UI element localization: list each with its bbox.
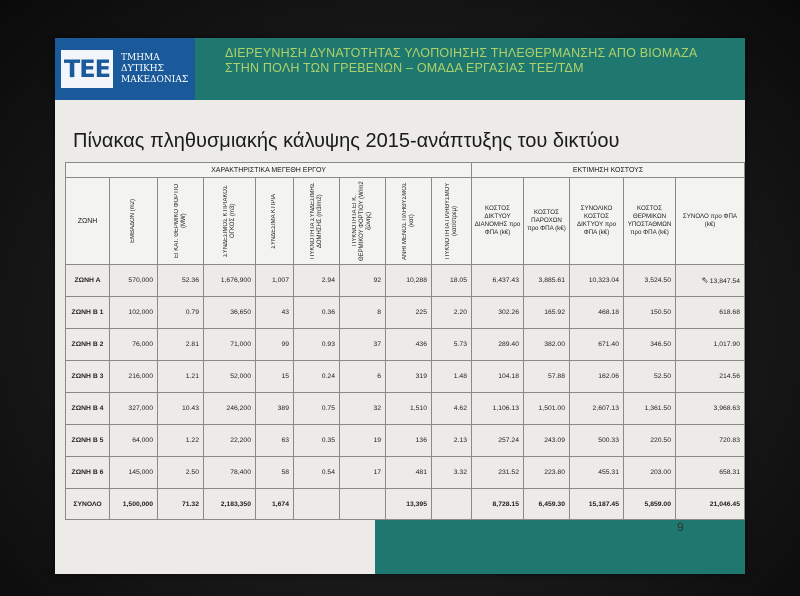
table-cell: 0.93: [294, 329, 340, 361]
table-cell: 720.83: [676, 425, 745, 457]
table-cell: 618.68: [676, 297, 745, 329]
table-cell: 223.80: [524, 457, 570, 489]
table-cell: 500.33: [570, 425, 624, 457]
table-body: [66, 265, 745, 520]
table-cell: 162.06: [570, 361, 624, 393]
header-title-line-2: ΣΤΗΝ ΠΟΛΗ ΤΩΝ ΓΡΕΒΕΝΩΝ – ΟΜΑΔΑ ΕΡΓΑΣΙΑΣ ΤΕΕ/ΤΔΜ: [225, 61, 584, 75]
presentation-slide: [55, 38, 745, 574]
table-cell: 10,288: [386, 265, 432, 297]
table-row: [66, 265, 745, 297]
table-cell: 10,323.04: [570, 265, 624, 297]
column-header-thermal-load: ΕΓΚΑΤ. ΘΕΡΜΙΚΟ ΦΟΡΤΙΟ (MW): [158, 178, 204, 265]
table-cell: 19: [340, 425, 386, 457]
table-cell: 104.18: [472, 361, 524, 393]
table-cell: [432, 489, 472, 520]
table-cell: 302.26: [472, 297, 524, 329]
zone-cell: ΖΩΝΗ Β 4: [66, 393, 110, 425]
table-cell: 1,501.00: [524, 393, 570, 425]
table-cell: 2.81: [158, 329, 204, 361]
table-cell: 671.40: [570, 329, 624, 361]
column-header-grand-total: ΣΥΝΟΛΟ προ ΦΠΑ (k€): [676, 178, 745, 265]
table-cell: 3.32: [432, 457, 472, 489]
table-cell: 32: [340, 393, 386, 425]
table-cell: 43: [256, 297, 294, 329]
table-cell: 481: [386, 457, 432, 489]
table-cell: 220.50: [624, 425, 676, 457]
table-cell: 92: [340, 265, 386, 297]
table-cell: 6,459.30: [524, 489, 570, 520]
table-cell: 63: [256, 425, 294, 457]
table-cell: 2.13: [432, 425, 472, 457]
table-cell: 289.40: [472, 329, 524, 361]
table-row: [66, 329, 745, 361]
zone-cell: ΖΩΝΗ Β 6: [66, 457, 110, 489]
table-row: [66, 425, 745, 457]
table-cell: 8: [340, 297, 386, 329]
table-cell: 346.50: [624, 329, 676, 361]
table-cell: 225: [386, 297, 432, 329]
column-header-connections-cost: ΚΟΣΤΟΣ ΠΑΡΟΧΩΝ προ ΦΠΑ (k€): [524, 178, 570, 265]
table-cell: 436: [386, 329, 432, 361]
table-cell: 0.24: [294, 361, 340, 393]
page-title: Πίνακας πληθυσμιακής κάλυψης 2015-ανάπτυξης του δικτύου: [73, 130, 620, 152]
table-cell: 658.31: [676, 457, 745, 489]
table-cell: 52,000: [204, 361, 256, 393]
table-cell: 52.36: [158, 265, 204, 297]
table-cell: 13,395: [386, 489, 432, 520]
table-cell: 3,885.61: [524, 265, 570, 297]
column-header-buildings: ΣΥΝΔΕΣΙΜΑ ΚΤΙΡΙΑ: [256, 178, 294, 265]
table-cell: 10.43: [158, 393, 204, 425]
table-cell: 150.50: [624, 297, 676, 329]
column-header-total-network-cost: ΣΥΝΟΛΙΚΟ ΚΟΣΤΟΣ ΔΙΚΤΥΟΥ προ ΦΠΑ (k€): [570, 178, 624, 265]
table-cell: 1,017.90: [676, 329, 745, 361]
table-cell: 0.36: [294, 297, 340, 329]
table-cell: 15: [256, 361, 294, 393]
table-cell: 71,000: [204, 329, 256, 361]
table-cell: 455.31: [570, 457, 624, 489]
table-cell: 58: [256, 457, 294, 489]
logo-line-1: ΤΜΗΜΑ: [121, 52, 160, 63]
table-cell: 2,183,350: [204, 489, 256, 520]
column-header-substations-cost: ΚΟΣΤΟΣ ΘΕΡΜΙΚΩΝ ΥΠΟΣΤΑΘΜΩΝ προ ΦΠΑ (k€): [624, 178, 676, 265]
header-title-line-1: ΔΙΕΡΕΥΝΗΣΗ ΔΥΝΑΤΟΤΗΤΑΣ ΥΛΟΠΟΙΗΣΗΣ ΤΗΛΕΘΕΡΜΑΝΣΗΣ ΑΠΟ ΒΙΟΜΑΖΑ: [225, 46, 698, 60]
table-cell: 0.75: [294, 393, 340, 425]
table-row: [66, 393, 745, 425]
tee-logo-mark: ΤΕΕ: [61, 50, 113, 88]
table-cell: 1,674: [256, 489, 294, 520]
zone-cell: ΣΥΝΟΛΟ: [66, 489, 110, 520]
column-header-area: ΕΜΒΑΔΟΝ (m2): [110, 178, 158, 265]
column-header-network-cost: ΚΟΣΤΟΣ ΔΙΚΤΥΟΥ ΔΙΑΝΟΜΗΣ προ ΦΠΑ (k€): [472, 178, 524, 265]
table-cell: 327,000: [110, 393, 158, 425]
table-cell: 570,000: [110, 265, 158, 297]
table-cell: 2.20: [432, 297, 472, 329]
tee-logo: [55, 38, 195, 100]
group-header-cost: ΕΚΤΙΜΗΣΗ ΚΟΣΤΟΥΣ: [472, 163, 745, 178]
table-cell: 15,187.45: [570, 489, 624, 520]
column-header-zone: ΖΩΝΗ: [66, 178, 110, 265]
table-cell: 145,000: [110, 457, 158, 489]
table-cell: 243.09: [524, 425, 570, 457]
table-cell: 2.50: [158, 457, 204, 489]
table-cell: 71.32: [158, 489, 204, 520]
column-header-building-volume: ΣΥΝΔΕΣΙΜΟΣ ΚΤΙΡΙΑΚΟΣ ΟΓΚΟΣ (m3): [204, 178, 256, 265]
table-cell: 203.00: [624, 457, 676, 489]
table-cell: 5.73: [432, 329, 472, 361]
table-cell: 1,361.50: [624, 393, 676, 425]
table-cell: 214.56: [676, 361, 745, 393]
table-cell: 2,607.13: [570, 393, 624, 425]
table-cell: 102,000: [110, 297, 158, 329]
zone-cell: ΖΩΝΗ Β 2: [66, 329, 110, 361]
table-cell: 6,437.43: [472, 265, 524, 297]
table-row: [66, 361, 745, 393]
column-header-population: ΑΝΗΓΜΕΝΟΣ ΠΛΗΘΥΣΜΟΣ (κατ): [386, 178, 432, 265]
table-cell: 3,524.50: [624, 265, 676, 297]
table-cell: 0.54: [294, 457, 340, 489]
table-cell: 216,000: [110, 361, 158, 393]
table-cell: 1.21: [158, 361, 204, 393]
header-title: [225, 46, 740, 76]
table-cell: 389: [256, 393, 294, 425]
table-cell: 3,968.63: [676, 393, 745, 425]
tee-logo-text: [121, 53, 188, 86]
coverage-table: [65, 162, 745, 520]
table-cell: [340, 489, 386, 520]
table-cell: 37: [340, 329, 386, 361]
table-cell: 36,650: [204, 297, 256, 329]
table-cell: [676, 265, 745, 297]
table-cell: 52.50: [624, 361, 676, 393]
table-total-row: [66, 489, 745, 520]
table-cell: 1,106.13: [472, 393, 524, 425]
page-number: 9: [677, 520, 684, 534]
table-cell: 1.48: [432, 361, 472, 393]
table-cell: 64,000: [110, 425, 158, 457]
table-cell: 1.22: [158, 425, 204, 457]
logo-line-3: ΜΑΚΕΔΟΝΙΑΣ: [121, 74, 189, 85]
table-cell: 468.18: [570, 297, 624, 329]
table-cell: 78,400: [204, 457, 256, 489]
table-cell: 8,728.15: [472, 489, 524, 520]
table-cell: 0.35: [294, 425, 340, 457]
slide-footer-bar: [375, 520, 745, 574]
table-cell: 99: [256, 329, 294, 361]
slide-header: [55, 38, 745, 100]
table-cell: 1,007: [256, 265, 294, 297]
zone-cell: ΖΩΝΗ Β 3: [66, 361, 110, 393]
table-cell: 17: [340, 457, 386, 489]
coverage-table-wrapper: [65, 162, 745, 520]
table-cell: 1,500,000: [110, 489, 158, 520]
table-cell: 382.00: [524, 329, 570, 361]
table-cell: 136: [386, 425, 432, 457]
table-cell: 57.88: [524, 361, 570, 393]
table-cell: 257.24: [472, 425, 524, 457]
group-header-characteristics: ΧΑΡΑΚΤΗΡΙΣΤΙΚΑ ΜΕΓΕΘΗ ΕΡΓΟΥ: [66, 163, 472, 178]
zone-cell: ΖΩΝΗ Β 1: [66, 297, 110, 329]
table-cell: [294, 489, 340, 520]
table-cell: 5,859.00: [624, 489, 676, 520]
column-header-population-density: ΠΥΚΝΟΤΗΤΑ ΠΛΗΘΥΣΜΟΥ (κατ/στρεμ): [432, 178, 472, 265]
table-cell: 0.79: [158, 297, 204, 329]
cell-value: 13,847.54: [709, 278, 740, 285]
table-cell: 18.05: [432, 265, 472, 297]
column-header-load-density: ΠΥΚΝΟΤΗΤΑ ΕΓΚ. ΘΕΡΜΙΚΟΥ ΦΟΡΤΙΟΥ (W/m2 ζώνης): [340, 178, 386, 265]
table-cell: 319: [386, 361, 432, 393]
zone-cell: ΖΩΝΗ Β 5: [66, 425, 110, 457]
table-row: [66, 457, 745, 489]
table-cell: 22,200: [204, 425, 256, 457]
table-cell: 1,510: [386, 393, 432, 425]
logo-line-2: ΔΥΤΙΚΗΣ: [121, 63, 164, 74]
table-cell: 231.52: [472, 457, 524, 489]
mouse-cursor-icon: ⇖: [701, 275, 709, 285]
table-cell: 76,000: [110, 329, 158, 361]
table-cell: 165.92: [524, 297, 570, 329]
table-cell: 1,676,900: [204, 265, 256, 297]
table-cell: 4.62: [432, 393, 472, 425]
column-header-building-density: ΠΥΚΝΟΤΗΤΑ ΣΥΝΔΕΣΙΜΗΣ ΔΟΜΗΣΗΣ (m3/m2): [294, 178, 340, 265]
table-cell: 246,200: [204, 393, 256, 425]
table-cell: 21,046.45: [676, 489, 745, 520]
zone-cell: ΖΩΝΗ Α: [66, 265, 110, 297]
table-row: [66, 297, 745, 329]
table-cell: 2.94: [294, 265, 340, 297]
table-cell: 6: [340, 361, 386, 393]
